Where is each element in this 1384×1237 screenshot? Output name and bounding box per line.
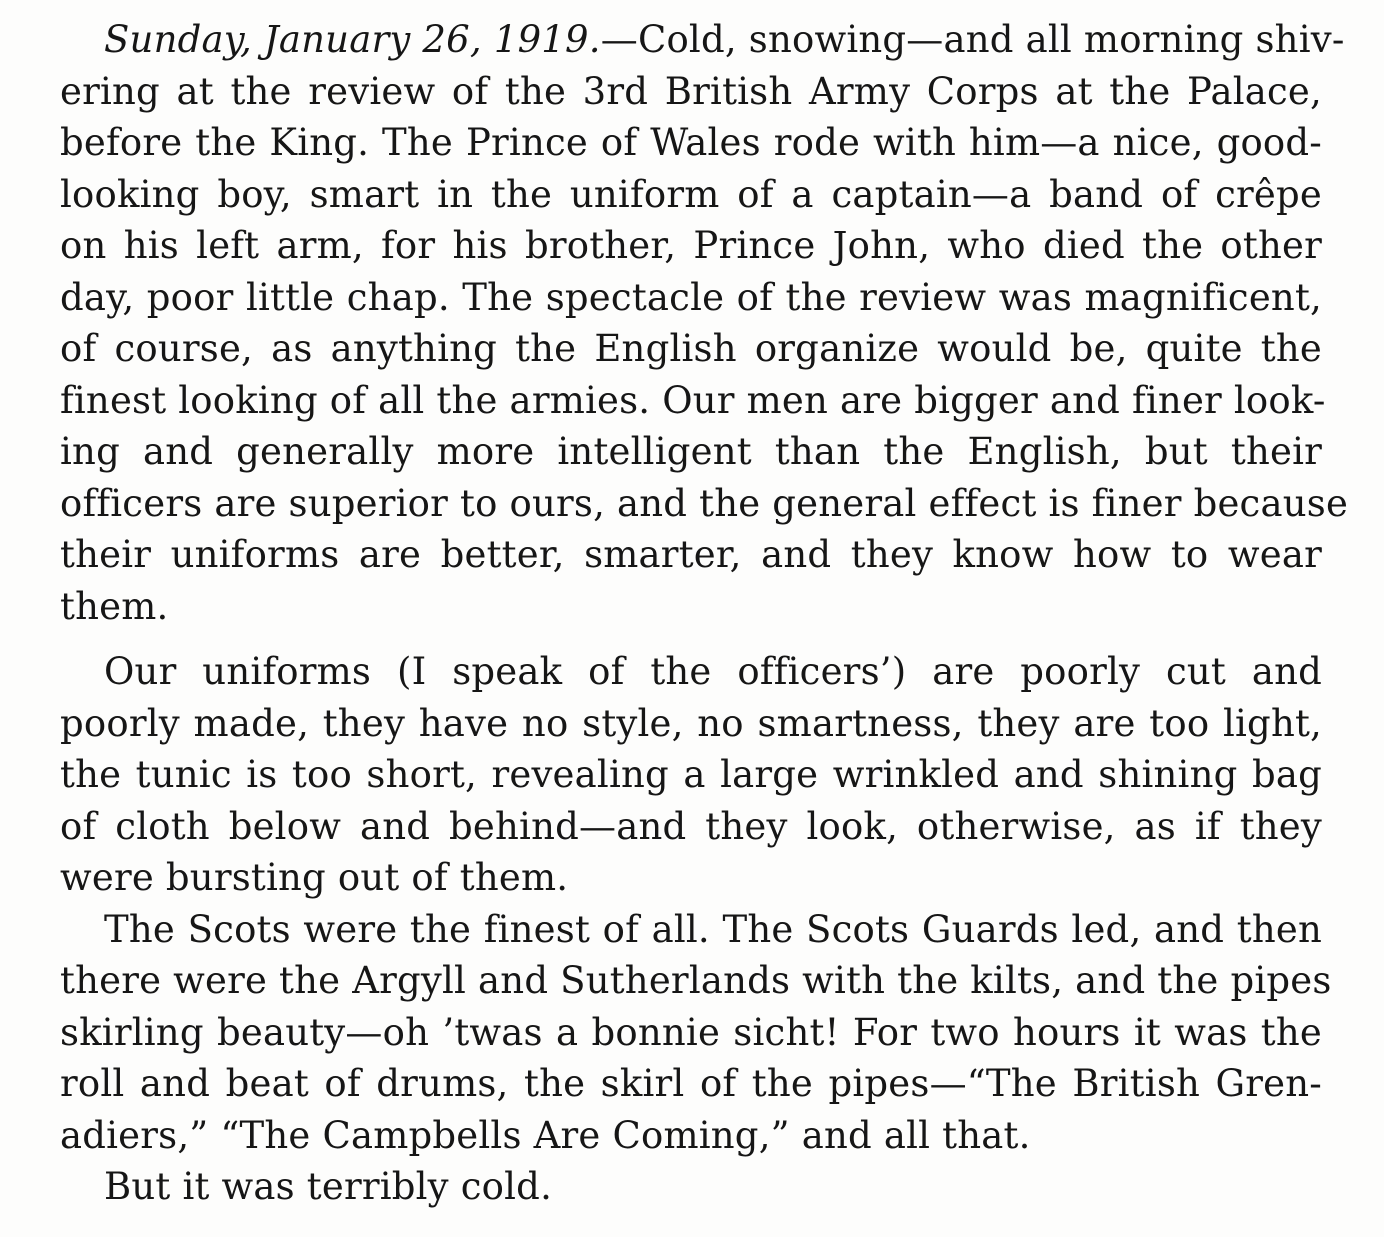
- paragraph-3-line-1: The Scots were the finest of all. The Scots Guards led, and then: [104, 907, 1322, 951]
- paragraph-1-line-8: finest looking of all the armies. Our men are bigger and finer look-: [60, 378, 1326, 422]
- paragraph-2: [60, 646, 1322, 904]
- paragraph-1-line-9: ing and generally more intelligent than the English, but their: [60, 430, 1322, 473]
- paragraph-3-line-3: skirling beauty—oh ’twas a bonnie sicht! For two hours it was the: [60, 1010, 1322, 1054]
- paragraph-1: [60, 14, 1349, 632]
- paragraph-1-line-1-text: —Cold, snowing—and all morning shiv-: [600, 18, 1345, 61]
- paragraph-4-line-1: But it was terribly cold.: [104, 1165, 553, 1208]
- paragraph-3-line-4: roll and beat of drums, the skirl of the pipes—“The British Gren-: [60, 1062, 1322, 1105]
- paragraph-1-line-4: looking boy, smart in the uniform of a captain—a band of crêpe: [60, 172, 1322, 216]
- paragraph-1-line-12: them.: [60, 584, 169, 628]
- paragraph-1-line-3: before the King. The Prince of Wales rode with him—a nice, good-: [60, 121, 1322, 164]
- paragraph-2-line-4: of cloth below and behind—and they look, otherwise, as if they: [60, 804, 1322, 848]
- paragraph-2-line-2: poorly made, they have no style, no smartness, they are too light,: [60, 701, 1322, 745]
- paragraph-1-line-10: officers are superior to ours, and the general effect is finer because: [60, 481, 1349, 525]
- paragraph-1-line-11: their uniforms are better, smarter, and they know how to wear: [60, 533, 1322, 576]
- paragraph-3: [60, 904, 1332, 1162]
- paragraph-4: [60, 1161, 1322, 1213]
- paragraph-1-line-7: of course, as anything the English organize would be, quite the: [60, 327, 1322, 370]
- paragraph-2-line-1: Our uniforms (I speak of the officers’) are poorly cut and: [104, 650, 1322, 693]
- paragraph-1-line-2: ering at the review of the 3rd British Army Corps at the Palace,: [60, 69, 1322, 113]
- paragraph-spacer: [60, 632, 1322, 646]
- paragraph-1-line-5: on his left arm, for his brother, Prince John, who died the other: [60, 224, 1322, 267]
- paragraph-1-line-1: [60, 14, 1345, 66]
- paragraph-2-line-5: were bursting out of them.: [60, 856, 569, 899]
- paragraph-3-line-5: adiers,” “The Campbells Are Coming,” and all that.: [60, 1113, 1031, 1157]
- text-column: [60, 14, 1349, 1213]
- paragraph-2-line-3: the tunic is too short, revealing a large wrinkled and shining bag: [60, 753, 1322, 796]
- paragraph-3-line-2: there were the Argyll and Sutherlands with the kilts, and the pipes: [60, 959, 1332, 1002]
- paragraph-1-line-6: day, poor little chap. The spectacle of the review was magnificent,: [60, 275, 1322, 319]
- entry-date: Sunday, January 26, 1919.: [104, 18, 601, 61]
